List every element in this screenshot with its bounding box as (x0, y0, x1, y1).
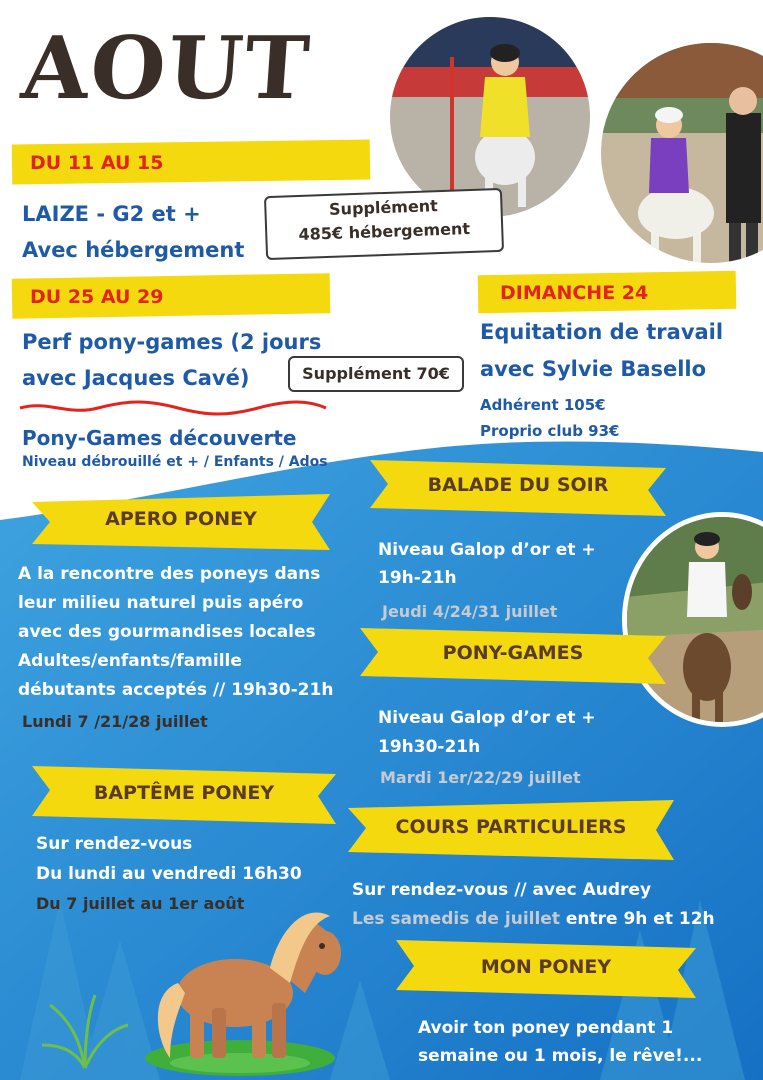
grass-tuft (40, 990, 130, 1070)
balade-line2: 19h-21h (378, 568, 457, 588)
supplement-box-1 (264, 188, 504, 260)
block4-line1: Pony-Games découverte (22, 426, 297, 450)
block1-line2: Avec hébergement (22, 238, 245, 262)
cours-line1: Sur rendez-vous // avec Audrey (352, 880, 652, 900)
page-title: AOUT (18, 18, 315, 119)
bapteme-dates: Du 7 juillet au 1er août (36, 894, 245, 913)
apero-line-1: A la rencontre des poneys dans (18, 564, 321, 584)
ponygames-title: PONY-GAMES (442, 642, 584, 664)
ponygames-line1: Niveau Galop d’or et + (378, 708, 596, 728)
block3-line1: Equitation de travail (480, 320, 724, 344)
ribbon-cours (348, 800, 674, 860)
block3-price1: Adhérent 105€ (480, 396, 606, 414)
ribbon-apero (32, 494, 330, 550)
bapteme-line2: Du lundi au vendredi 16h30 (36, 864, 302, 884)
block3-line2: avec Sylvie Basello (480, 357, 707, 381)
block1-line1: LAIZE - G2 et + (22, 202, 201, 226)
apero-line-4: Adultes/enfants/famille (18, 651, 242, 671)
apero-line-3: avec des gourmandises locales (18, 622, 316, 642)
apero-dates: Lundi 7 /21/28 juillet (22, 712, 208, 731)
ribbon-ponygames (360, 628, 666, 684)
cours-saturdays: Les samedis de juillet (352, 909, 560, 929)
balade-line1: Niveau Galop d’or et + (378, 540, 596, 560)
block3-price2: Proprio club 93€ (480, 422, 620, 440)
pony-illustration (140, 898, 360, 1080)
dates-3: DIMANCHE 24 (500, 282, 649, 304)
block4-line2: Niveau débrouillé et + / Enfants / Ados (22, 454, 328, 470)
dates-2: DU 25 AU 29 (30, 286, 164, 308)
ribbon-bapteme (32, 766, 336, 824)
cours-hours: entre 9h et 12h (559, 909, 715, 929)
balade-dates: Jeudi 4/24/31 juillet (382, 602, 558, 621)
red-squiggle (18, 398, 328, 418)
supplement-1-line2: 485€ hébergement (298, 219, 471, 244)
bapteme-title: BAPTÊME PONEY (93, 782, 275, 804)
supplement-1-line1: Supplément (328, 196, 439, 219)
monponey-line1: Avoir ton poney pendant 1 (418, 1018, 674, 1038)
apero-title: APERO PONEY (105, 508, 257, 530)
bapteme-line1: Sur rendez-vous (36, 834, 193, 854)
dates-1: DU 11 AU 15 (30, 152, 164, 174)
balade-title: BALADE DU SOIR (427, 474, 609, 496)
ribbon-balade (370, 460, 666, 516)
apero-line-2: leur milieu naturel puis apéro (18, 593, 304, 613)
cours-line2 (352, 909, 715, 929)
monponey-title: MON PONEY (480, 956, 612, 978)
ponygames-line2: 19h30-21h (378, 737, 481, 757)
supplement-box-2: Supplément 70€ (288, 356, 464, 392)
ribbon-monponey (396, 940, 696, 998)
ponygames-dates: Mardi 1er/22/29 juillet (380, 768, 581, 787)
monponey-line2: semaine ou 1 mois, le rêve!... (418, 1046, 703, 1066)
block2-line1: Perf pony-games (2 jours (22, 330, 322, 354)
cours-title: COURS PARTICULIERS (395, 816, 627, 838)
block2-line2: avec Jacques Cavé) (22, 366, 250, 390)
apero-line-5: débutants acceptés // 19h30-21h (18, 680, 334, 700)
